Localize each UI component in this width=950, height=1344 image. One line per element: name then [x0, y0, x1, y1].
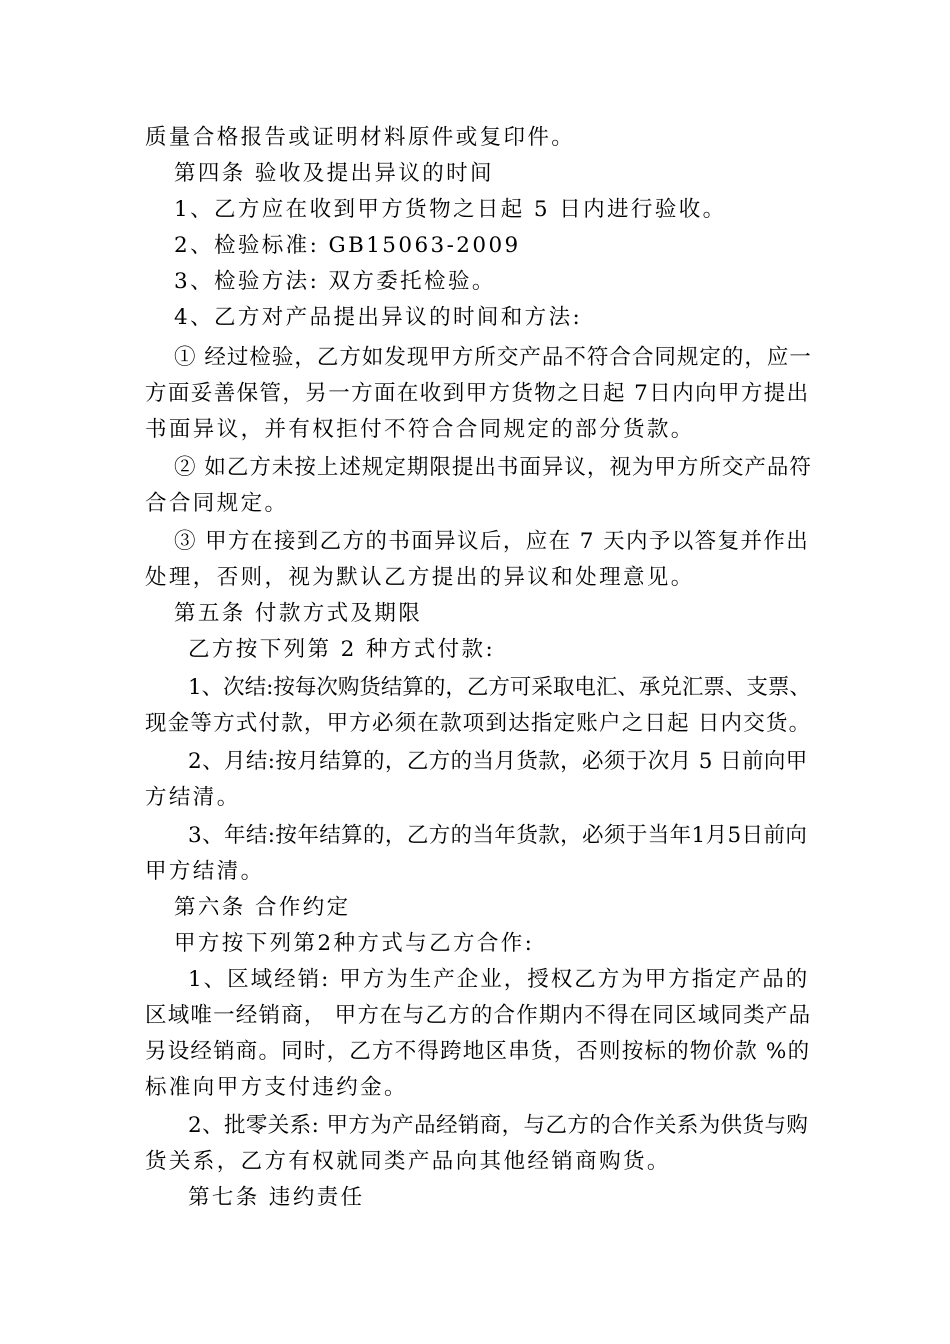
text-line: 现金等方式付款，甲方必须在款项到达指定账户之日起 日内交货。 [145, 711, 812, 736]
text-line: 1、次结:按每次购货结算的，乙方可采取电汇、承兑汇票、支票、 [188, 675, 811, 700]
text-line: 2、批零关系: 甲方为产品经销商，与乙方的合作关系为供货与购 [188, 1113, 809, 1138]
text-line: 另设经销商。同时，乙方不得跨地区串货，否则按标的物价款 %的 [145, 1039, 811, 1064]
text-line: 1、区域经销: 甲方为生产企业，授权乙方为甲方指定产品的 [188, 967, 810, 992]
text-line: 标准向甲方支付违约金。 [145, 1075, 408, 1100]
article-heading: 第六条 合作约定 [174, 895, 351, 920]
text-line: 方面妥善保管，另一方面在收到甲方货物之日起 7日内向甲方提出 [145, 381, 810, 406]
text-line: 甲方按下列第2种方式与乙方合作: [174, 931, 535, 956]
text-line: 1、乙方应在收到甲方货物之日起 5 日内进行验收。 [174, 197, 727, 222]
article-heading: 第五条 付款方式及期限 [174, 601, 423, 626]
text-line: 3、检验方法: 双方委托检验。 [174, 269, 496, 294]
text-line: 甲方结清。 [145, 859, 265, 884]
text-line: 2、检验标准: GB15063-2009 [174, 233, 521, 258]
text-line: 乙方按下列第 2 种方式付款: [188, 637, 496, 662]
text-line: 书面异议，并有权拒付不符合合同规定的部分货款。 [145, 417, 695, 442]
text-line: 3、年结:按年结算的，乙方的当年货款，必须于当年1月5日前向 [188, 823, 808, 848]
article-heading: 第七条 违约责任 [188, 1185, 365, 1210]
text-line: 2、月结:按月结算的，乙方的当月货款，必须于次月 5 日前向甲 [188, 749, 808, 774]
text-line: 区域唯一经销商， 甲方在与乙方的合作期内不得在同区域同类产品 [145, 1003, 812, 1028]
text-line: ① 经过检验，乙方如发现甲方所交产品不符合合同规定的，应一 [174, 345, 812, 370]
text-line: 货关系，乙方有权就同类产品向其他经销商购货。 [145, 1149, 671, 1174]
article-heading: 第四条 验收及提出异议的时间 [174, 161, 494, 186]
text-line: 质量合格报告或证明材料原件或复印件。 [145, 125, 576, 150]
text-line: 合合同规定。 [145, 491, 289, 516]
text-line: ③ 甲方在接到乙方的书面异议后，应在 7 天内予以答复并作出 [174, 529, 810, 554]
text-line: 处理，否则，视为默认乙方提出的异议和处理意见。 [145, 565, 695, 590]
text-line: ② 如乙方未按上述规定期限提出书面异议，视为甲方所交产品符 [174, 455, 812, 480]
text-line: 4、乙方对产品提出异议的时间和方法: [174, 305, 583, 330]
text-line: 方结清。 [145, 785, 241, 810]
